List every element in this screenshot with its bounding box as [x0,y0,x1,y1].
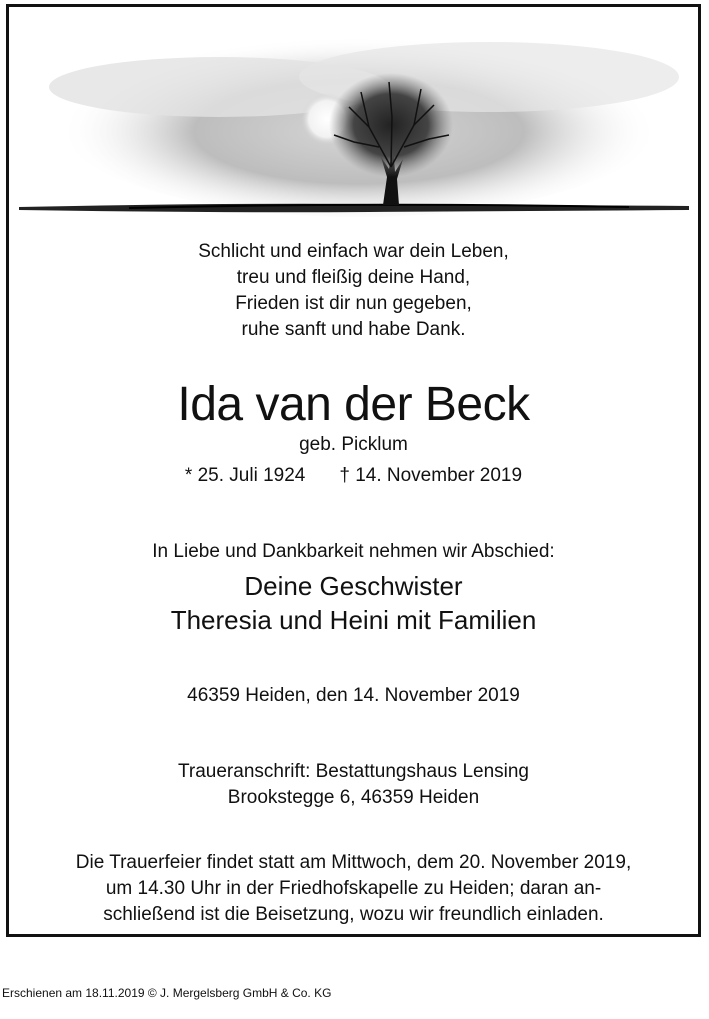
mourners [9,569,698,637]
address-line: Traueranschrift: Bestattungshaus Lensing [178,761,529,782]
tree-landscape-image [9,7,698,219]
ceremony-line: um 14.30 Uhr in der Friedhofskapelle zu Heiden; daran an- [105,878,602,899]
poem-line: ruhe sanft und habe Dank. [241,319,466,340]
deceased-name: Ida van der Beck [177,378,530,431]
mourning-address [9,759,698,811]
poem-line: Frieden ist dir nun gegeben, [235,293,472,314]
publication-footer: Erschienen am 18.11.2019 © J. Mergelsberg GmbH & Co. KG [2,986,332,1000]
poem-line: Schlicht und einfach war dein Leben, [198,241,509,262]
poem-line: treu und fleißig deine Hand, [236,267,471,288]
death-date: † 14. November 2019 [339,465,523,486]
mourner-line: Deine Geschwister [244,571,463,601]
birth-date: * 25. Juli 1924 [184,465,306,486]
ceremony-notice [9,850,698,928]
ceremony-line: schließend ist die Beisetzung, wozu wir freundlich einladen. [103,904,604,925]
life-dates [9,463,698,489]
place-and-date: 46359 Heiden, den 14. November 2019 [187,685,520,706]
mourner-line: Theresia und Heini mit Familien [170,605,537,635]
obituary-card [6,4,701,937]
farewell-intro: In Liebe und Dankbarkeit nehmen wir Abschied: [152,541,555,562]
poem [9,239,698,343]
address-line: Brookstegge 6, 46359 Heiden [227,787,480,808]
maiden-name: geb. Picklum [299,434,408,455]
ceremony-line: Die Trauerfeier findet statt am Mittwoch, dem 20. November 2019, [75,852,632,873]
